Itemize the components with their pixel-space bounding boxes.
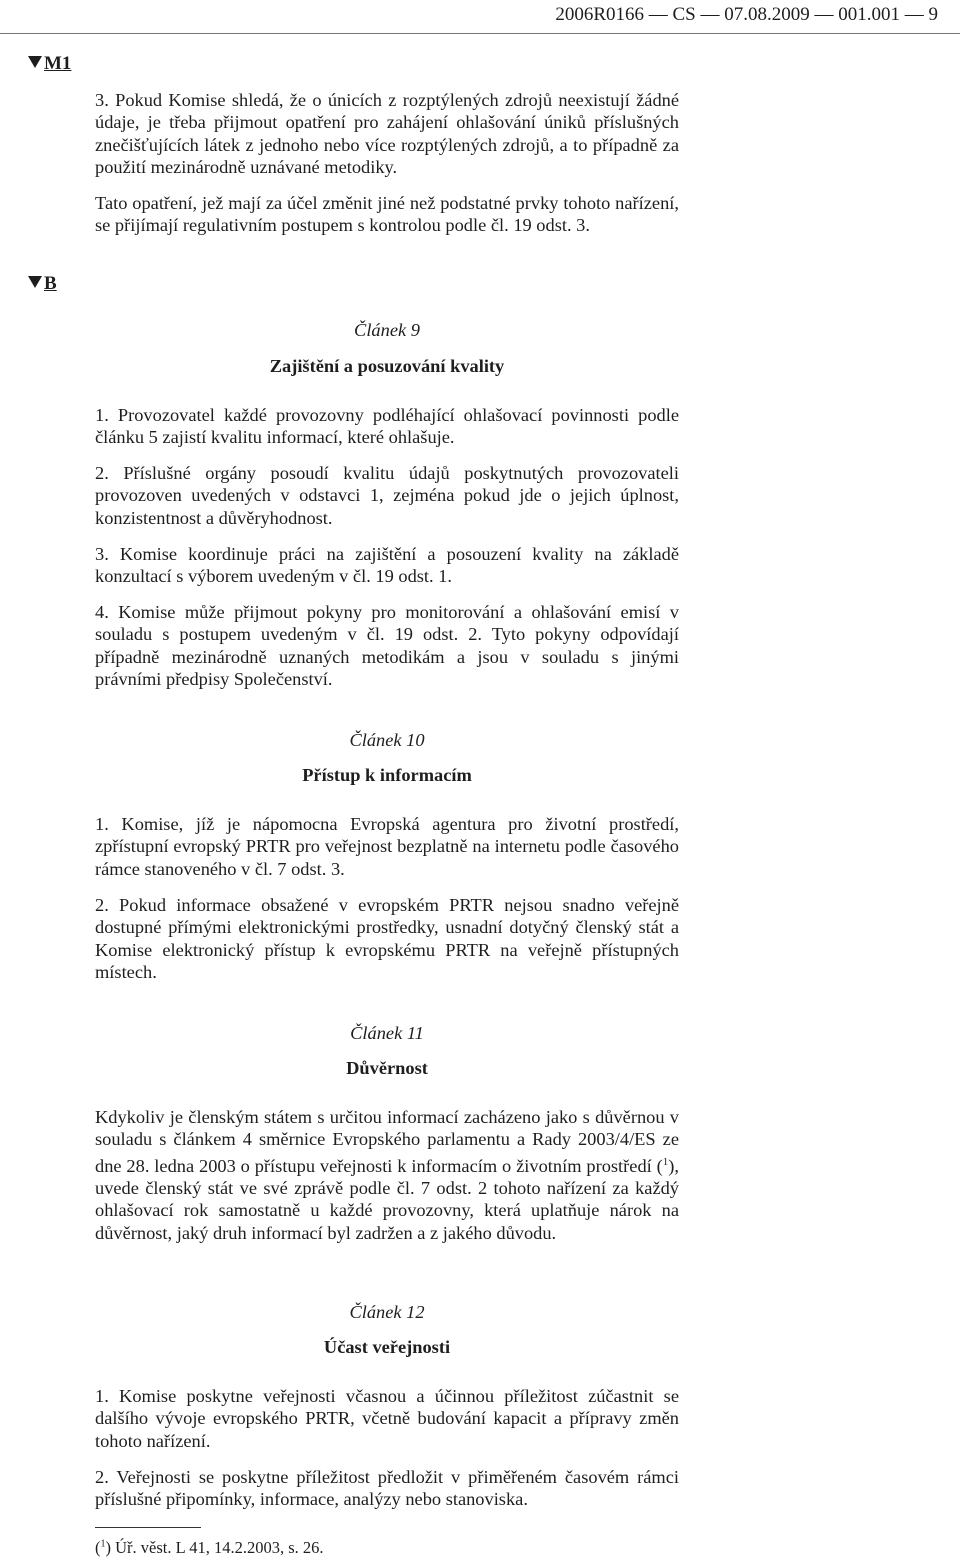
- article-title: Zajištění a posuzování kvality: [269, 356, 505, 376]
- page-header: 2006R0166 — CS — 07.08.2009 — 001.001 — 9: [555, 4, 938, 25]
- amendment-marker-m1[interactable]: [28, 53, 71, 75]
- marker-label: B: [44, 273, 57, 294]
- paragraph: 1. Komise poskytne veřejnosti včasnou a účinnou příležitost zúčastnit se dalšího vývoje evropského PRTR, včetně budování kapacit a přípravy změn tohoto nařízení.: [95, 1386, 679, 1451]
- footnote-divider: [95, 1527, 201, 1528]
- article-title: Důvěrnost: [346, 1058, 428, 1078]
- triangle-down-icon: [28, 276, 42, 288]
- footnote-text: Úř. věst. L 41, 14.2.2003, s. 26.: [115, 1538, 324, 1557]
- paragraph: 3. Komise koordinuje práci na zajištění a posouzení kvality na základě konzultací s výborem uvedeným v čl. 19 odst. 1.: [95, 544, 679, 587]
- footnote: [95, 1538, 324, 1558]
- paragraph: 3. Pokud Komise shledá, že o únicích z rozptýlených zdrojů neexistují žádné údaje, je třeba přijmout opatření pro zahájení ohlašování úniků příslušných znečišťujících látek z jednoho nebo více rozptýlených zdrojů, a to případně za použití mezinárodně uznávané metodiky.: [95, 90, 679, 177]
- article-number: Článek 12: [349, 1302, 425, 1322]
- paragraph: Tato opatření, jež mají za účel změnit jiné než podstatné prvky tohoto nařízení, se přijímají regulativním postupem s kontrolou podle čl. 19 odst. 3.: [95, 193, 679, 236]
- paragraph-text: Kdykoliv je členským státem s určitou informací zacházeno jako s důvěrnou v souladu s článkem 4 směrnice Evropského parlamentu a Rady 2003/4/ES ze dne 28. ledna 2003 o přístupu veřejnosti k informacím o životním prostředí (: [95, 1107, 679, 1176]
- article-number: Článek 10: [349, 730, 425, 750]
- marker-label: M1: [44, 53, 72, 74]
- triangle-down-icon: [28, 56, 42, 68]
- paragraph-text: ), uvede členský stát ve své zprávě podle čl. 7 odst. 2 tohoto nařízení za každý ohlašovací rok samostatně u každé provozovny, která uplatňuje nárok na důvěrnost, jaký druh informací byl zadržen a z jakého důvodu.: [95, 1155, 679, 1243]
- footnote-reference[interactable]: 1: [662, 1155, 669, 1168]
- paragraph: 2. Příslušné orgány posoudí kvalitu údajů poskytnutých provozovateli provozoven uvedených v odstavci 1, zejména pokud jde o jejich úplnost, konzistentnost a důvěryhodnost.: [95, 463, 679, 528]
- paragraph: [95, 1106, 679, 1244]
- paragraph: 1. Provozovatel každé provozovny podléhající ohlašovací povinnosti podle článku 5 zajistí kvalitu informací, které ohlašuje.: [95, 405, 679, 448]
- footnote-number: 1: [100, 1538, 106, 1550]
- paragraph: 2. Veřejnosti se poskytne příležitost předložit v přiměřeném časovém rámci příslušné připomínky, informace, analýzy nebo stanoviska.: [95, 1467, 679, 1510]
- article-number: Článek 11: [350, 1023, 424, 1043]
- amendment-marker-b[interactable]: [28, 273, 57, 295]
- article-title: Účast veřejnosti: [323, 1337, 451, 1357]
- footnote-paren: ): [105, 1538, 116, 1557]
- paragraph: 1. Komise, jíž je nápomocna Evropská agentura pro životní prostředí, zpřístupní evropský PRTR pro veřejnost bezplatně na internetu podle časového rámce stanoveného v čl. 7 odst. 3.: [95, 814, 679, 879]
- paragraph: 2. Pokud informace obsažené v evropském PRTR nejsou snadno veřejně dostupné přímými elektronickými prostředky, usnadní dotyčný členský stát a Komise elektronický přístup k evropskému PRTR na veřejně přístupných místech.: [95, 895, 679, 982]
- footnote-paren: (: [95, 1538, 101, 1557]
- article-title: Přístup k informacím: [302, 765, 472, 785]
- article-number: Článek 9: [354, 320, 420, 340]
- paragraph: 4. Komise může přijmout pokyny pro monitorování a ohlašování emisí v souladu s postupem uvedeným v čl. 19 odst. 2. Tyto pokyny odpovídají případně mezinárodně uznaných metodikám a jsou v souladu s jinými právními předpisy Společenství.: [95, 602, 679, 689]
- header-divider: [0, 33, 960, 34]
